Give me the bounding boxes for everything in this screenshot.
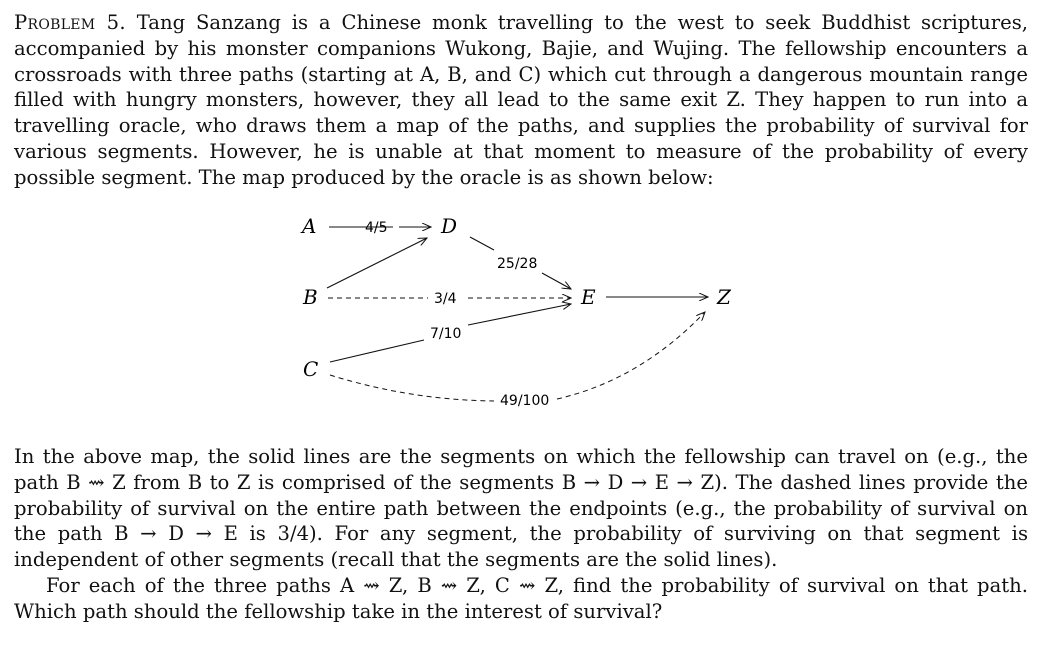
edge-c-e-left — [330, 340, 424, 362]
label-a-d: 4/5 — [365, 220, 388, 236]
explanation-text: In the above map, the solid lines are the segments on which the fellowship can travel on (e.g., the path B ⇝ Z from B to Z is comprised of the segments B → D → E → Z). The dashed lines provide the probability of survival on the entire path between the endpoints (e.g., the probability of survival on the path B → D → E is 3/4). For any segment, the probability of surviving on that segment is independent of other segments (recall that the segments are the solid lines). — [14, 445, 1028, 572]
question-text: For each of the three paths A ⇝ Z, B ⇝ Z, C ⇝ Z, find the probability of survival on that path. Which path should the fellowship take in the interest of survival? — [14, 573, 1028, 623]
edge-d-e-bottom — [542, 273, 571, 289]
node-d: D — [441, 214, 458, 238]
node-e: E — [581, 285, 596, 309]
label-c-z: 49/100 — [500, 393, 550, 409]
problem-body — [14, 444, 1028, 625]
node-a: A — [302, 214, 317, 238]
label-c-e: 7/10 — [430, 326, 462, 342]
label-b-e: 3/4 — [434, 291, 457, 307]
node-b: B — [303, 285, 318, 309]
edge-d-e-top — [470, 237, 494, 250]
label-d-e: 25/28 — [497, 256, 538, 272]
node-z: Z — [717, 285, 731, 309]
edge-b-d — [327, 238, 427, 288]
intro-text: Tang Sanzang is a Chinese monk travelling to the west to seek Buddhist scriptures, accompanied by his monster companions Wukong, Bajie, and Wujing. The fellowship encounters a crossroads with three paths (starting at A, B, and C) which cut through a dangerous mountain range filled with hungry monsters, however, they all lead to the same exit Z. They happen to run into a travelling oracle, who draws them a map of the paths, and supplies the probability of survival for various segments. However, he is unable at that moment to measure of the probability of every possible segment. The map produced by the oracle is as shown below: — [14, 11, 1028, 189]
node-c: C — [303, 357, 319, 381]
dashed-c-z-right — [557, 312, 705, 399]
problem-label: Problem 5. — [14, 11, 126, 34]
edge-c-e-right — [468, 304, 571, 325]
dashed-c-z-left — [330, 375, 494, 401]
